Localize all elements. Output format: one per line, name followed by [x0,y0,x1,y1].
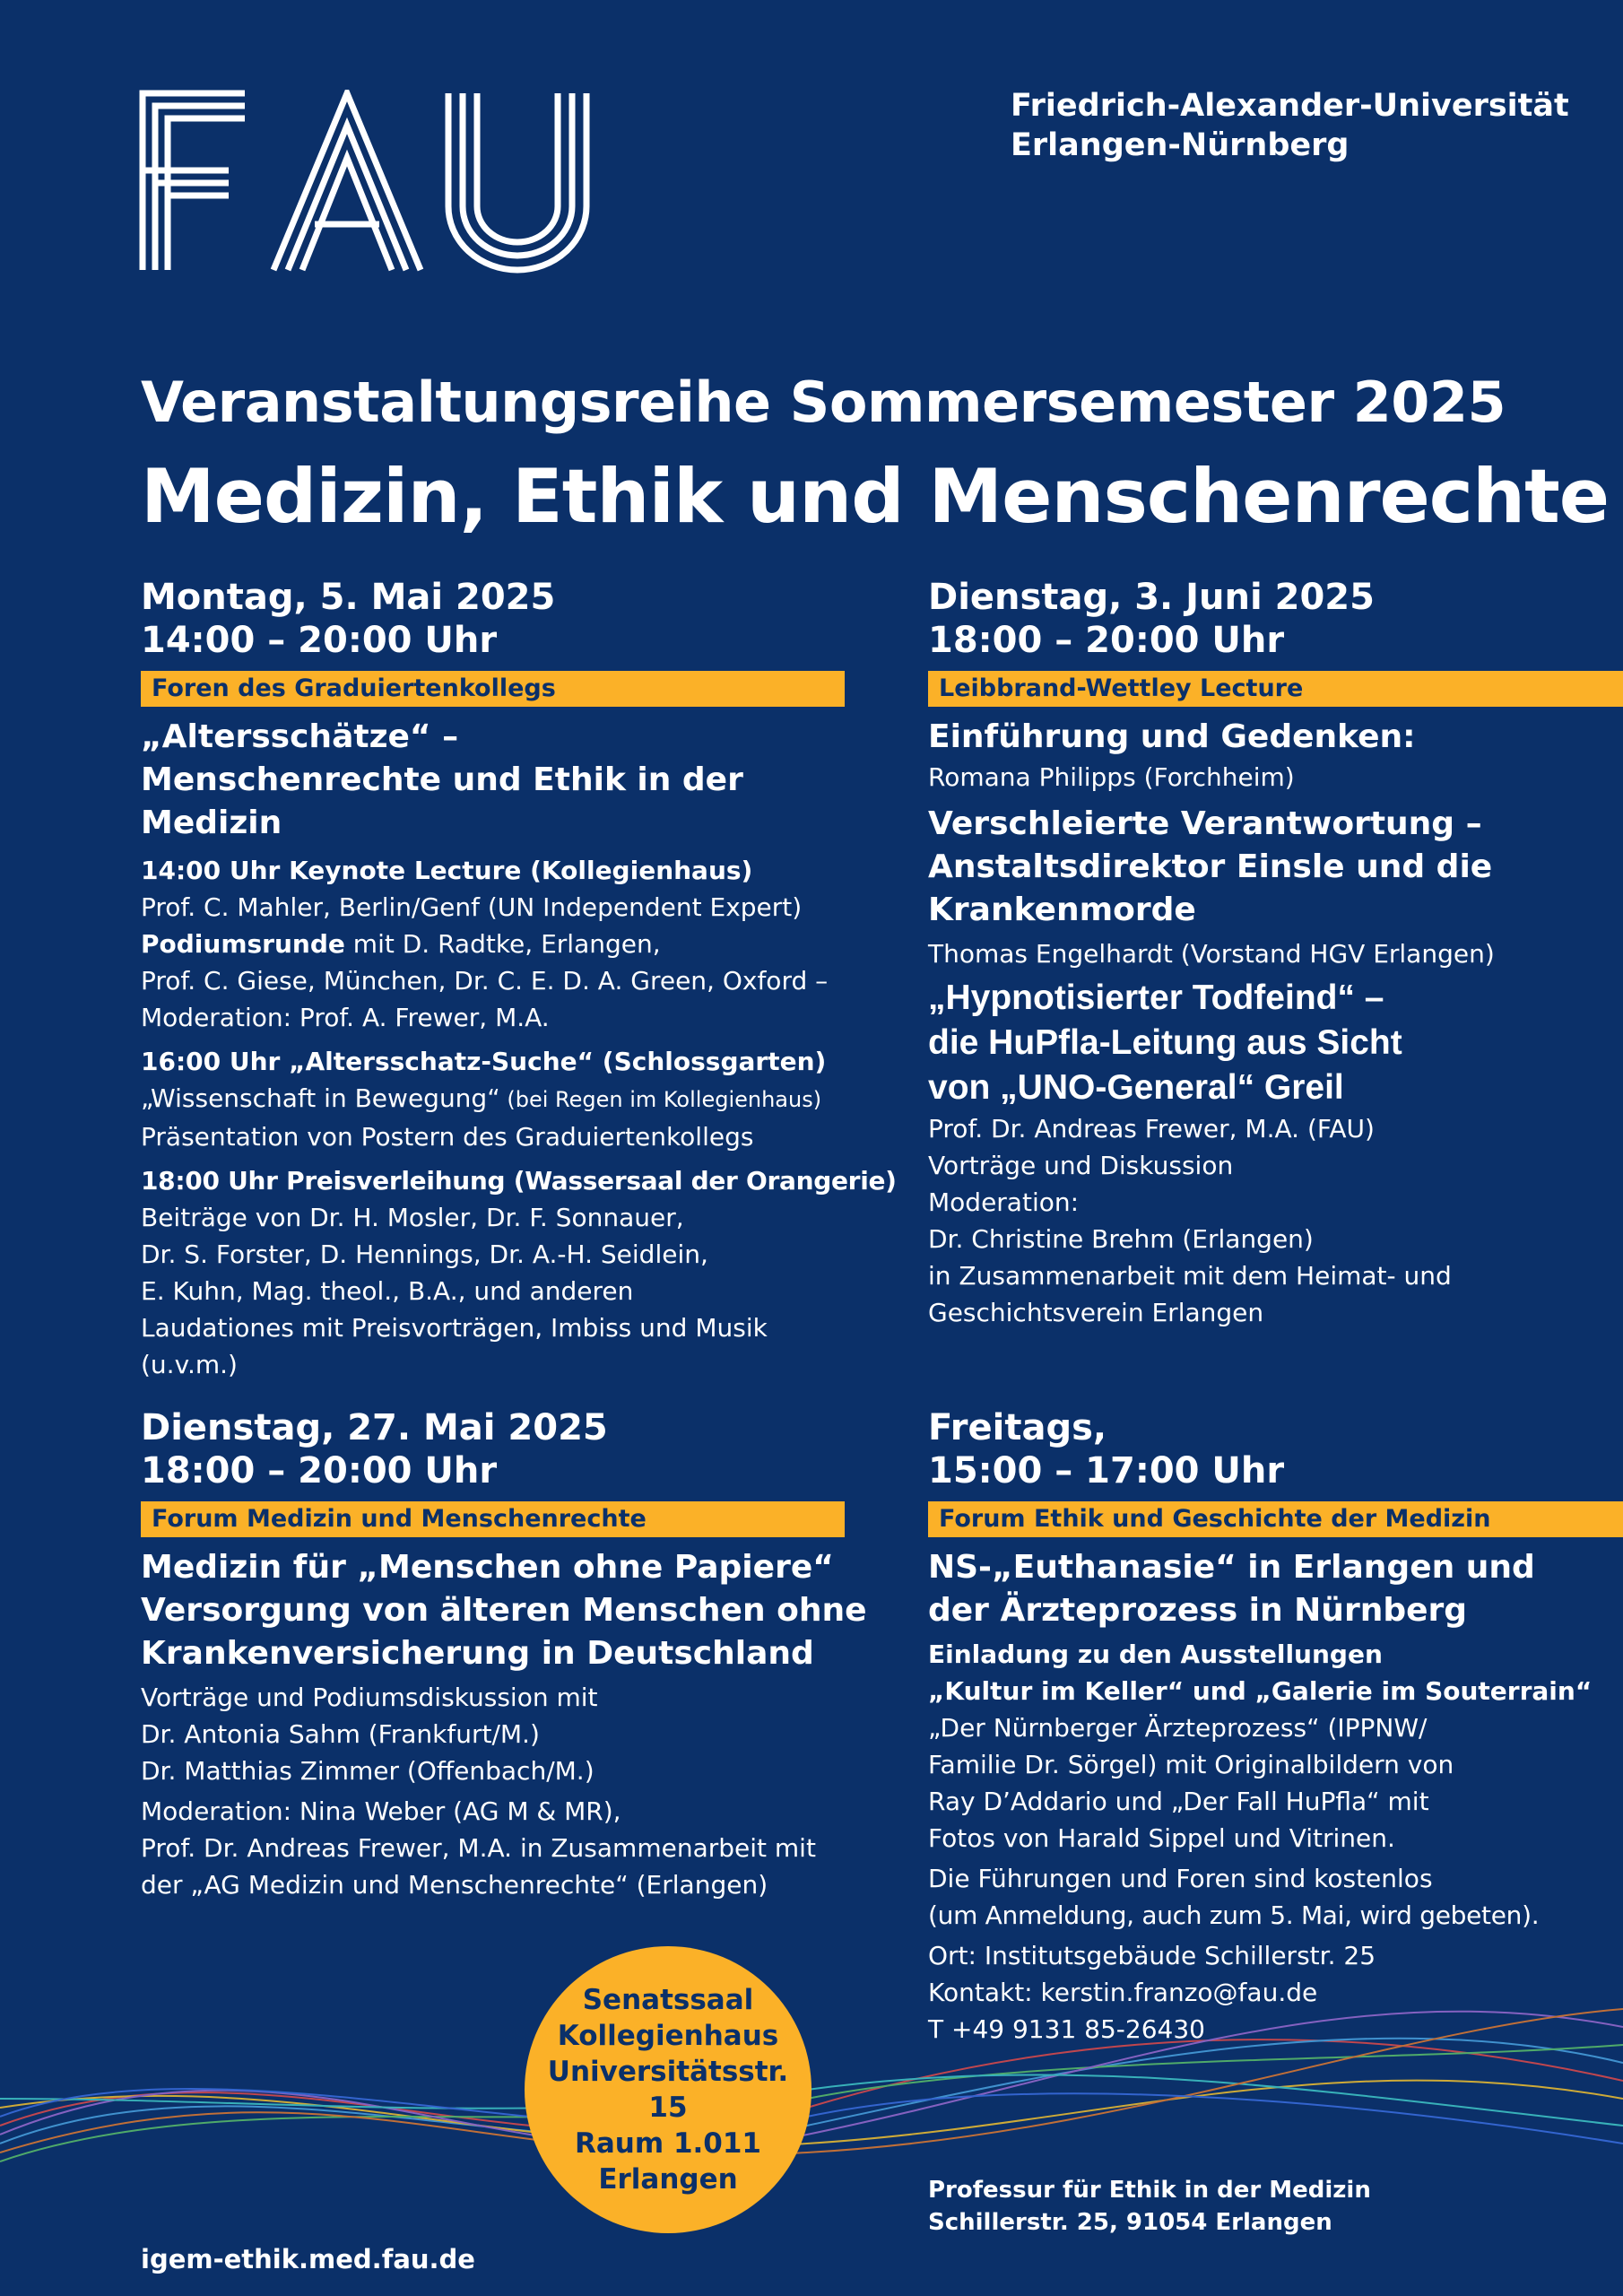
talk-title: die HuPfla-Leitung aus Sicht [928,1023,1402,1062]
session-1-line: Prof. C. Mahler, Berlin/Genf (UN Independent Expert) [141,892,803,922]
info-line: Familie Dr. Sörgel) mit Originalbildern von [928,1750,1454,1779]
event-heading: Medizin für „Menschen ohne Papiere“ [141,1549,834,1586]
info-line: Fotos von Harald Sippel und Vitrinen. [928,1823,1395,1853]
series-subtitle: Veranstaltungsreihe Sommersemester 2025 [141,370,1506,435]
speaker-line: Thomas Engelhardt (Vorstand HGV Erlangen) [928,939,1495,969]
event-heading: Versorgung von älteren Menschen ohne [141,1592,867,1629]
session-3-line: Laudationes mit Preisvorträgen, Imbiss und Musik [141,1313,768,1343]
event-date: Freitags, [928,1407,1107,1448]
department-street: Schillerstr. 25, 91054 Erlangen [928,2209,1332,2236]
event-category-label: Forum Medizin und Menschenrechte [141,1501,845,1537]
info-line: „Der Nürnberger Ärzteprozess“ (IPPNW/ [928,1713,1428,1743]
session-1-line: Moderation: Prof. A. Frewer, M.A. [141,1003,550,1032]
info-line: (um Anmeldung, auch zum 5. Mai, wird gebeten). [928,1900,1540,1930]
event-category-label: Foren des Graduiertenkollegs [141,671,845,707]
speaker-line: Romana Philipps (Forchheim) [928,762,1295,792]
event-date: Montag, 5. Mai 2025 [141,577,556,618]
speaker-line: Dr. Matthias Zimmer (Offenbach/M.) [141,1756,595,1786]
event-time: 15:00 – 17:00 Uhr [928,1450,1285,1492]
fau-logo [139,90,623,274]
department-address [928,2174,1371,2239]
info-line: in Zusammenarbeit mit dem Heimat- und [928,1261,1452,1291]
event-fridays [928,1406,1623,2048]
info-line: Moderation: Nina Weber (AG M & MR), [141,1796,621,1826]
venue-line: Erlangen [598,2163,738,2196]
university-name [1011,86,1569,165]
invitation-line: „Kultur im Keller“ und „Galerie im Souterrain“ [928,1676,1593,1706]
info-line: Vorträge und Diskussion [928,1151,1234,1180]
info-line: Vorträge und Podiumsdiskussion mit [141,1683,598,1712]
university-line-1: Friedrich-Alexander-Universität [1011,88,1569,124]
event-time: 14:00 – 20:00 Uhr [141,620,498,661]
event-heading-1: „Altersschätze“ – [141,718,459,755]
event-june-3 [928,576,1623,1331]
venue-line: Raum 1.011 [574,2127,761,2160]
talk-title: Verschleierte Verantwortung – [928,805,1482,842]
event-date: Dienstag, 27. Mai 2025 [141,1407,608,1448]
info-line: Moderation: [928,1187,1080,1217]
venue-line: Universitätsstr. 15 [547,2056,789,2124]
talk-title: Anstaltsdirektor Einsle und die [928,848,1493,885]
session-1-line: Prof. C. Giese, München, Dr. C. E. D. A. Green, Oxford – [141,966,829,996]
venue-badge [525,1946,812,2233]
contact-phone: T +49 9131 85-26430 [928,2014,1205,2044]
event-heading: der Ärzteprozess in Nürnberg [928,1592,1468,1629]
podium-label: Podiumsrunde [141,929,345,959]
info-line: Dr. Christine Brehm (Erlangen) [928,1224,1314,1254]
info-line: Geschichtsverein Erlangen [928,1298,1264,1327]
event-heading: Krankenversicherung in Deutschland [141,1635,814,1672]
session-3-line: (u.v.m.) [141,1350,238,1379]
event-may-5 [141,576,897,1383]
info-line: Die Führungen und Foren sind kostenlos [928,1864,1433,1893]
session-2-line: Präsentation von Postern des Graduiertenkollegs [141,1122,754,1152]
info-line: Prof. Dr. Andreas Frewer, M.A. in Zusammenarbeit mit [141,1833,816,1863]
location-line: Ort: Institutsgebäude Schillerstr. 25 [928,1941,1376,1970]
session-1-line: Podiumsrunde mit D. Radtke, Erlangen, [141,929,661,959]
session-3-line: Beiträge von Dr. H. Mosler, Dr. F. Sonnauer, [141,1203,684,1232]
venue-line: Kollegienhaus [557,2020,779,2052]
university-line-2: Erlangen-Nürnberg [1011,127,1350,163]
speaker-line: Dr. Antonia Sahm (Frankfurt/M.) [141,1719,540,1749]
session-2-title: 16:00 Uhr „Altersschatz-Suche“ (Schlossgarten) [141,1047,827,1076]
venue-line: Senatssaal [582,1984,754,2016]
logo-text: FAU [139,90,141,91]
talk-title: Krankenmorde [928,891,1196,928]
event-time: 18:00 – 20:00 Uhr [928,620,1285,661]
talk-title: „Hypnotisierter Todfeind“ – [928,978,1384,1017]
session-3-line: Dr. S. Forster, D. Hennings, Dr. A.-H. Seidlein, [141,1239,708,1269]
event-heading: Einführung und Gedenken: [928,718,1416,755]
talk-title: von „UNO-General“ Greil [928,1068,1344,1107]
event-category-label: Forum Ethik und Geschichte der Medizin [928,1501,1623,1537]
session-3-title: 18:00 Uhr Preisverleihung (Wassersaal der Orangerie) [141,1166,897,1196]
invitation-line: Einladung zu den Ausstellungen [928,1639,1383,1669]
website-link[interactable]: igem-ethik.med.fau.de [141,2244,475,2274]
event-heading-2: Menschenrechte und Ethik in der Medizin [141,761,743,841]
speaker-line: Prof. Dr. Andreas Frewer, M.A. (FAU) [928,1114,1375,1144]
session-2-line: „Wissenschaft in Bewegung“ (bei Regen im Kollegienhaus) [141,1083,822,1113]
info-line: der „AG Medizin und Menschenrechte“ (Erlangen) [141,1870,768,1900]
session-1-title: 14:00 Uhr Keynote Lecture (Kollegienhaus) [141,856,753,885]
info-line: Ray D’Addario und „Der Fall HuPfla“ mit [928,1787,1429,1816]
event-date: Dienstag, 3. Juni 2025 [928,577,1375,618]
event-may-27 [141,1406,867,1903]
contact-email[interactable]: Kontakt: kerstin.franzo@fau.de [928,1978,1318,2007]
event-category-label: Leibbrand-Wettley Lecture [928,671,1623,707]
session-3-line: E. Kuhn, Mag. theol., B.A., und anderen [141,1276,634,1306]
series-title: Medizin, Ethik und Menschenrechte [141,453,1610,540]
department-name: Professur für Ethik in der Medizin [928,2177,1371,2204]
event-heading: NS-„Euthanasie“ in Erlangen und [928,1549,1535,1586]
event-time: 18:00 – 20:00 Uhr [141,1450,498,1492]
